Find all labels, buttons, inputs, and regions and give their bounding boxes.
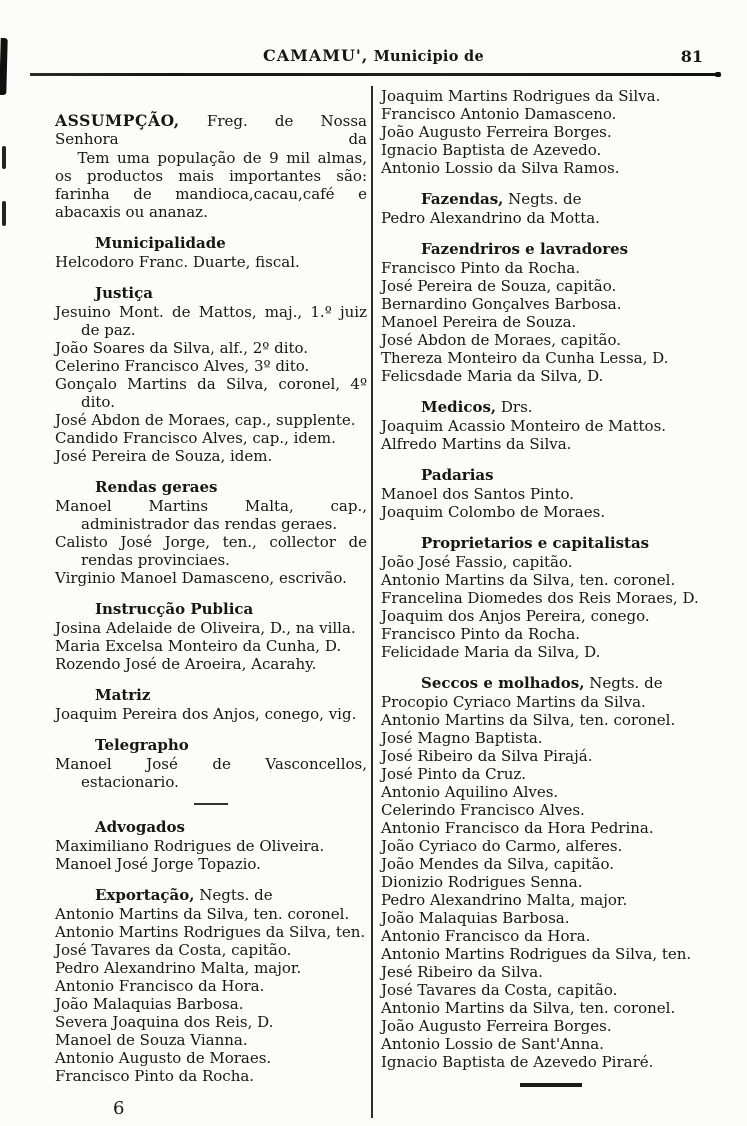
parish-intro — [55, 112, 367, 221]
directory-entry: Bernardino Gonçalves Barbosa. — [381, 295, 622, 313]
running-title-suffix: Municipio de — [368, 48, 485, 65]
directory-entry: Joaquim Acassio Monteiro de Mattos. — [381, 417, 667, 435]
directory-entry: Antonio Martins Rodrigues da Silva, ten. — [381, 945, 692, 963]
section-entries — [381, 209, 721, 227]
section-entries — [55, 705, 367, 723]
section-heading-bold: Fazendriros e lavradores — [421, 240, 629, 258]
directory-section — [55, 234, 367, 271]
section-heading-bold: Seccos e molhados, — [421, 674, 585, 692]
directory-entry: Francisco Pinto da Rocha. — [381, 259, 581, 277]
section-heading-bold: Advogados — [95, 818, 185, 836]
directory-section — [381, 466, 721, 521]
directory-entry: Antonio Martins Rodrigues da Silva, ten. — [55, 923, 366, 941]
section-heading-bold: Fazendas, — [421, 190, 504, 208]
directory-entry: Antonio Francisco da Hora. — [381, 927, 591, 945]
directory-entry: Severa Joaquina dos Reis, D. — [55, 1013, 274, 1031]
directory-entry: Thereza Monteiro da Cunha Lessa, D. — [381, 349, 669, 367]
directory-entry: João Soares da Silva, alf., 2º dito. — [55, 339, 309, 357]
directory-section — [55, 886, 367, 1085]
section-entries — [55, 837, 367, 873]
directory-entry: Antonio Augusto de Moraes. — [55, 1049, 272, 1067]
directory-entry: Rozendo José de Aroeira, Acarahy. — [55, 655, 317, 673]
directory-entry: Joaquim Pereira dos Anjos, conego, vig. — [55, 705, 357, 723]
directory-entry: João Malaquias Barbosa. — [55, 995, 244, 1013]
directory-entry: Antonio Martins da Silva, ten. coronel. — [381, 999, 676, 1017]
directory-entry: Alfredo Martins da Silva. — [381, 435, 572, 453]
section-heading — [381, 240, 721, 258]
header-rule — [30, 73, 719, 76]
directory-entry: Felicidade Maria da Silva, D. — [381, 643, 601, 661]
section-entries — [55, 619, 367, 673]
directory-entry: Joaquim Colombo de Moraes. — [381, 503, 606, 521]
directory-entry: Manoel José Jorge Topazio. — [55, 855, 261, 873]
section-heading-suffix: Drs. — [496, 398, 533, 416]
directory-entry: Helcodoro Franc. Duarte, fiscal. — [55, 253, 300, 271]
directory-section — [381, 534, 721, 661]
directory-entry: Maximiliano Rodrigues de Oliveira. — [55, 837, 325, 855]
directory-entry: Francisco Antonio Damasceno. — [381, 105, 617, 123]
directory-entry: João Cyriaco do Carmo, alferes. — [381, 837, 623, 855]
section-heading-suffix: Negts. de — [194, 886, 273, 904]
parish-description: Tem uma população de 9 mil almas, os productos mais importantes são: farinha de mandioca,cacau,café e abacaxis ou ananaz. — [55, 149, 367, 221]
section-heading — [55, 818, 367, 836]
directory-entry: João Mendes da Silva, capitão. — [381, 855, 615, 873]
section-heading-bold: Justiça — [95, 284, 153, 302]
directory-entry: José Pinto da Cruz. — [381, 765, 527, 783]
running-title-municipality: CAMAMU', — [262, 46, 369, 65]
directory-section — [55, 284, 367, 465]
directory-entry: Felicsdade Maria da Silva, D. — [381, 367, 604, 385]
directory-entry: Pedro Alexandrino Malta, major. — [381, 891, 628, 909]
directory-entry: Francisco Pinto da Rocha. — [55, 1067, 255, 1085]
directory-entry: Jesuino Mont. de Mattos, maj., 1.º juiz de paz. — [55, 303, 367, 339]
parish-name: ASSUMPÇÃO, — [55, 111, 180, 130]
section-entries — [381, 417, 721, 453]
directory-entry: Maria Excelsa Monteiro da Cunha, D. — [55, 637, 342, 655]
directory-entry: José Ribeiro da Silva Pirajá. — [381, 747, 593, 765]
section-heading — [55, 886, 367, 904]
section-heading-bold: Instrucção Publica — [95, 600, 254, 618]
section-entries — [55, 755, 367, 791]
section-heading-suffix: Negts. de — [584, 674, 663, 692]
directory-entry: Antonio Martins da Silva, ten. coronel. — [381, 571, 676, 589]
section-heading — [55, 686, 367, 704]
directory-entry: José Pereira de Souza, idem. — [55, 447, 273, 465]
directory-entry: José Pereira de Souza, capitão. — [381, 277, 617, 295]
section-heading — [55, 234, 367, 252]
section-heading-bold: Rendas geraes — [95, 478, 218, 496]
continuation-entries — [381, 87, 721, 177]
directory-section — [55, 600, 367, 673]
directory-entry: Antonio Martins da Silva, ten. coronel. — [55, 905, 350, 923]
directory-entry: Manoel dos Santos Pinto. — [381, 485, 575, 503]
directory-entry: Pedro Alexandrino Malta, major. — [55, 959, 302, 977]
directory-entry: Antonio Lossio da Silva Ramos. — [381, 159, 620, 177]
section-heading — [381, 466, 721, 484]
directory-entry: João Malaquias Barbosa. — [381, 909, 570, 927]
directory-entry: José Abdon de Moraes, capitão. — [381, 331, 621, 349]
directory-entry: Gonçalo Martins da Silva, coronel, 4º dito. — [55, 375, 367, 411]
directory-entry: Ignacio Baptista de Azevedo. — [381, 141, 602, 159]
section-heading-bold: Proprietarios e capitalistas — [421, 534, 650, 552]
section-divider-rule — [520, 1083, 582, 1087]
directory-entry: Manoel de Souza Vianna. — [55, 1031, 248, 1049]
directory-section — [55, 478, 367, 587]
section-heading-bold: Exportação, — [95, 886, 195, 904]
directory-entry: Josina Adelaide de Oliveira, D., na villa. — [55, 619, 356, 637]
directory-section — [55, 736, 367, 791]
directory-entry: Calisto José Jorge, ten., collector de rendas provinciaes. — [55, 533, 367, 569]
section-entries — [381, 485, 721, 521]
directory-entry: Dionizio Rodrigues Senna. — [381, 873, 583, 891]
directory-section — [381, 674, 721, 1071]
directory-entry: Jesé Ribeiro da Silva. — [381, 963, 543, 981]
directory-entry: Celerindo Francisco Alves. — [381, 801, 585, 819]
directory-entry: Candido Francisco Alves, cap., idem. — [55, 429, 336, 447]
directory-entry: João Augusto Ferreira Borges. — [381, 123, 612, 141]
directory-entry: José Tavares da Costa, capitão. — [55, 941, 292, 959]
directory-entry: Celerino Francisco Alves, 3º dito. — [55, 357, 310, 375]
section-heading-suffix: Negts. de — [503, 190, 582, 208]
section-entries — [381, 553, 721, 661]
page-header — [30, 46, 717, 68]
directory-entry: Procopio Cyriaco Martins da Silva. — [381, 693, 646, 711]
page-number: 81 — [680, 47, 703, 66]
scan-artifact — [2, 201, 6, 226]
directory-entry: Virginio Manoel Damasceno, escrivão. — [55, 569, 347, 587]
directory-section — [55, 818, 367, 873]
directory-entry: Joaquim dos Anjos Pereira, conego. — [381, 607, 650, 625]
signature-mark: 6 — [113, 1098, 125, 1119]
directory-entry: Francelina Diomedes dos Reis Moraes, D. — [381, 589, 699, 607]
directory-entry: Antonio Francisco da Hora Pedrina. — [381, 819, 654, 837]
section-heading-bold: Matriz — [95, 686, 151, 704]
section-entries — [55, 253, 367, 271]
parish-lead-rest: Freg. de Nossa Senhora da — [55, 112, 367, 148]
directory-entry: José Tavares da Costa, capitão. — [381, 981, 618, 999]
section-entries — [55, 303, 367, 465]
directory-section — [381, 398, 721, 453]
directory-section — [55, 686, 367, 723]
directory-entry: Joaquim Martins Rodrigues da Silva. — [381, 87, 661, 105]
directory-entry: Manoel José de Vasconcellos, estacionario. — [55, 755, 367, 791]
directory-entry: José Abdon de Moraes, cap., supplente. — [55, 411, 356, 429]
directory-entry: Manoel Pereira de Souza. — [381, 313, 577, 331]
directory-section — [381, 240, 721, 385]
section-heading — [381, 674, 721, 692]
scan-artifact — [2, 146, 6, 169]
section-heading — [381, 398, 721, 416]
directory-entry: Francisco Pinto da Rocha. — [381, 625, 581, 643]
section-heading — [55, 600, 367, 618]
scan-artifact — [0, 38, 8, 95]
section-entries — [55, 905, 367, 1085]
right-column — [371, 86, 721, 1118]
directory-entry: João Augusto Ferreira Borges. — [381, 1017, 612, 1035]
section-entries — [381, 693, 721, 1071]
directory-section — [381, 190, 721, 227]
left-sections — [55, 234, 367, 1085]
section-heading — [381, 190, 721, 208]
section-heading-bold: Municipalidade — [95, 234, 226, 252]
section-heading-bold: Telegrapho — [95, 736, 189, 754]
left-column — [55, 86, 371, 1118]
directory-entry: João José Fassio, capitão. — [381, 553, 573, 571]
directory-entry: Manoel Martins Malta, cap., administrador das rendas geraes. — [55, 497, 367, 533]
directory-entry: Ignacio Baptista de Azevedo Piraré. — [381, 1053, 654, 1071]
section-heading-bold: Medicos, — [421, 398, 497, 416]
right-sections — [381, 190, 721, 1087]
directory-entry: José Magno Baptista. — [381, 729, 543, 747]
two-column-body — [55, 86, 721, 1118]
directory-entry: Pedro Alexandrino da Motta. — [381, 209, 600, 227]
parish-title-line — [55, 112, 367, 148]
directory-entry: Antonio Aquilino Alves. — [381, 783, 559, 801]
directory-entry: Antonio Lossio de Sant'Anna. — [381, 1035, 604, 1053]
section-heading — [55, 478, 367, 496]
section-heading — [55, 284, 367, 302]
section-entries — [55, 497, 367, 587]
running-title — [30, 46, 717, 65]
section-heading-bold: Padarias — [421, 466, 494, 484]
directory-entry: Antonio Francisco da Hora. — [55, 977, 265, 995]
section-divider-rule — [194, 803, 228, 805]
section-heading — [381, 534, 721, 552]
section-entries — [381, 259, 721, 385]
directory-entry: Antonio Martins da Silva, ten. coronel. — [381, 711, 676, 729]
section-heading — [55, 736, 367, 754]
